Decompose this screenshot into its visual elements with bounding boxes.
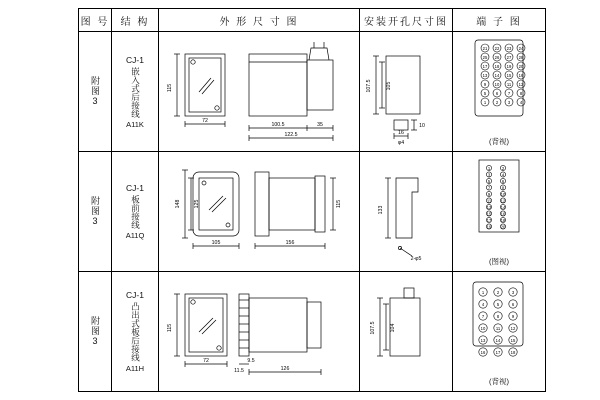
row1-dim-total: 122.5 <box>284 132 298 138</box>
terminal-pin-label: 16 <box>518 72 524 78</box>
terminal-pin-label: 15 <box>506 72 512 78</box>
row3-struct-model: CJ-1 <box>126 290 144 301</box>
terminal-pin-label: 14 <box>500 204 506 210</box>
row1-terminal-diagram <box>453 32 546 152</box>
row1-mounting-drawing <box>360 32 453 152</box>
terminal-pin-label: 18 <box>510 349 516 355</box>
terminal-pin-label: 9 <box>511 313 515 319</box>
terminal-pin-label: 17 <box>486 217 492 223</box>
terminal-pin-label: 6 <box>511 301 515 307</box>
terminal-pin-label: 19 <box>506 63 512 69</box>
terminal-pin-label: 15 <box>486 211 492 217</box>
terminal-pin-label: 5 <box>496 301 500 307</box>
row2-dim-h3: 115 <box>336 199 342 209</box>
terminal-pin-label: 5 <box>487 178 491 184</box>
row2-struct-type: 板前接线 <box>130 195 141 229</box>
terminal-pin-label: 25 <box>482 54 488 60</box>
row2-mounting-drawing <box>360 152 453 272</box>
row1-mount-dim3: 16 <box>398 130 404 136</box>
terminal-pin-label: 10 <box>494 81 500 87</box>
row3-structure <box>112 272 159 392</box>
row1-structure <box>112 32 159 152</box>
row2-outline-drawing <box>159 152 360 272</box>
row3-mount-dim2: 104 <box>390 323 396 333</box>
terminal-pin-label: 12 <box>518 81 524 87</box>
terminal-pin-label: 22 <box>494 45 500 51</box>
terminal-pin-label: 13 <box>486 204 492 210</box>
terminal-pin-label: 4 <box>501 172 505 178</box>
row2-mount-dim1: 133 <box>378 205 384 215</box>
terminal-pin-label: 20 <box>518 63 524 69</box>
row2-dim-w: 105 <box>211 240 221 246</box>
terminal-pin-label: 12 <box>510 325 516 331</box>
row3-dim-width: 72 <box>203 358 209 364</box>
row1-struct-model: CJ-1 <box>126 54 144 65</box>
row1-mount-dim2: 105 <box>386 81 392 91</box>
row1-dim-depth2: 35 <box>317 122 323 128</box>
terminal-pin-label: 13 <box>480 337 486 343</box>
terminal-pin-label: 28 <box>518 54 524 60</box>
row1-mount-dim1: 107.5 <box>366 79 372 93</box>
terminal-pin-label: 5 <box>483 90 487 96</box>
terminal-pin-label: 16 <box>500 211 506 217</box>
row2-terminal-diagram <box>453 152 546 272</box>
table-row <box>79 152 546 272</box>
terminal-pin-label: 2 <box>495 99 499 105</box>
terminal-pin-label: 26 <box>494 54 500 60</box>
terminal-pin-label: 10 <box>480 325 486 331</box>
table-header-row <box>79 9 546 32</box>
terminal-pin-label: 3 <box>507 99 511 105</box>
row1-dim-height: 115 <box>167 83 173 93</box>
terminal-pin-label: 7 <box>487 185 491 191</box>
terminal-pin-label: 20 <box>500 224 506 230</box>
row1-dim-width: 72 <box>202 118 208 124</box>
row2-struct-code: A11Q <box>125 231 145 240</box>
row2-dim-h2: 125 <box>194 199 200 209</box>
row3-mounting-drawing <box>360 272 453 392</box>
row1-struct-type: 嵌入式后接线 <box>130 66 141 118</box>
terminal-pin-label: 6 <box>495 90 499 96</box>
row1-struct-code: A11K <box>126 119 144 129</box>
terminal-pin-label: 19 <box>486 224 492 230</box>
row1-mount-dim5: φ4 <box>397 140 405 146</box>
row2-struct-model: CJ-1 <box>126 183 144 193</box>
header-col-no: 图 号 <box>79 9 112 32</box>
terminal-pin-label: 18 <box>494 63 500 69</box>
row2-terminal-note: (图视) <box>489 257 509 266</box>
row3-struct-code: A11H <box>125 363 145 373</box>
row3-dim-height: 115 <box>167 323 173 333</box>
terminal-pin-label: 9 <box>487 191 491 197</box>
terminal-pin-label: 9 <box>483 81 487 87</box>
terminal-pin-label: 1 <box>481 289 485 295</box>
row1-dim-depth1: 100.5 <box>271 122 285 128</box>
row3-figure-no-label: 附图3 <box>90 316 100 347</box>
terminal-pin-label: 1 <box>483 99 487 105</box>
row2-dim-total: 156 <box>285 240 295 246</box>
row1-outline-drawing <box>159 32 360 152</box>
terminal-pin-label: 23 <box>506 45 512 51</box>
terminal-pin-label: 7 <box>507 90 511 96</box>
header-col-outline: 外 形 尺 寸 图 <box>159 9 360 32</box>
terminal-pin-label: 11 <box>495 325 501 331</box>
terminal-pin-label: 11 <box>506 81 512 87</box>
terminal-pin-label: 7 <box>481 313 485 319</box>
terminal-pin-label: 15 <box>510 337 516 343</box>
terminal-pin-label: 4 <box>519 99 523 105</box>
terminal-pin-label: 14 <box>495 337 501 343</box>
row3-mount-dim1: 107.5 <box>370 321 376 335</box>
table-row <box>79 32 546 152</box>
terminal-pin-label: 2 <box>496 289 500 295</box>
row1-mount-dim4: 10 <box>419 123 425 129</box>
specification-table <box>78 8 546 392</box>
terminal-pin-label: 1 <box>487 165 491 171</box>
terminal-pin-label: 17 <box>482 63 488 69</box>
terminal-pin-label: 13 <box>482 72 488 78</box>
terminal-pin-label: 11 <box>486 198 492 204</box>
terminal-pin-label: 14 <box>494 72 500 78</box>
header-col-mount: 安装开孔尺寸图 <box>360 9 453 32</box>
terminal-pin-label: 3 <box>511 289 515 295</box>
row3-struct-type: 凸出式板后接线 <box>130 302 141 362</box>
terminal-pin-label: 6 <box>501 178 505 184</box>
terminal-pin-label: 16 <box>480 349 486 355</box>
terminal-pin-label: 10 <box>500 191 506 197</box>
row1-figure-no <box>79 32 112 152</box>
terminal-pin-label: 27 <box>506 54 512 60</box>
terminal-pin-label: 8 <box>496 313 500 319</box>
terminal-pin-label: 4 <box>481 301 485 307</box>
row3-dim-offset: 11.5 <box>234 368 244 374</box>
terminal-pin-label: 8 <box>501 185 505 191</box>
row3-terminal-diagram <box>453 272 546 392</box>
row2-figure-no <box>79 152 112 272</box>
header-col-struct: 结 构 <box>112 9 159 32</box>
row1-terminal-note: (背视) <box>489 137 509 146</box>
terminal-pin-label: 8 <box>519 90 523 96</box>
terminal-pin-label: 24 <box>518 45 524 51</box>
row3-dim-total: 126 <box>280 366 290 372</box>
terminal-pin-label: 17 <box>495 349 501 355</box>
row1-figure-no-label: 附图3 <box>90 76 100 107</box>
terminal-pin-label: 18 <box>500 217 506 223</box>
terminal-pin-label: 21 <box>482 45 488 51</box>
row2-figure-no-label: 附图3 <box>90 196 100 227</box>
row2-dim-h1: 148 <box>175 199 181 209</box>
row3-figure-no <box>79 272 112 392</box>
terminal-pin-label: 12 <box>500 198 506 204</box>
row3-outline-drawing <box>159 272 360 392</box>
terminal-pin-label: 3 <box>487 172 491 178</box>
row3-dim-proj: 9.5 <box>247 358 255 364</box>
header-col-term: 端 子 图 <box>453 9 546 32</box>
row2-mount-dim2: 2-φ5 <box>410 256 422 262</box>
terminal-pin-label: 2 <box>501 165 505 171</box>
row3-terminal-note: (背视) <box>489 377 509 386</box>
row2-structure <box>112 152 159 272</box>
table-row <box>79 272 546 392</box>
